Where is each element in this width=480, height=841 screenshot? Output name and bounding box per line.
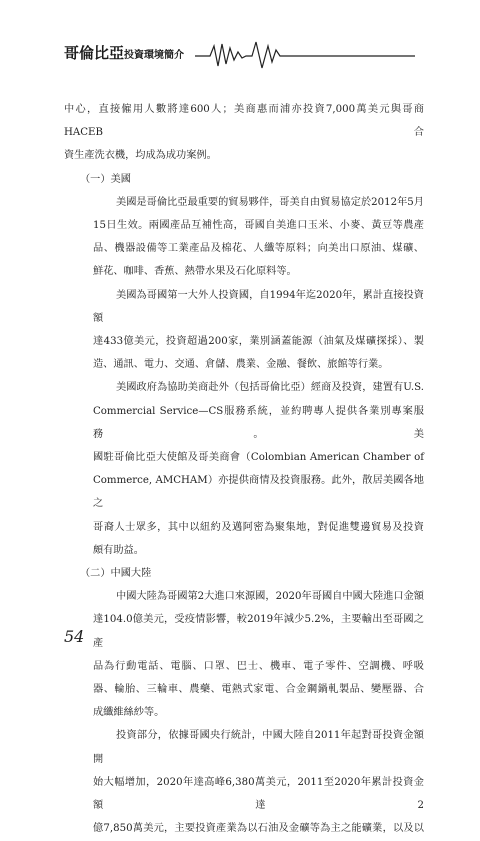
- page-number: 54: [64, 627, 85, 646]
- usa-paragraph-trade: [64, 191, 424, 284]
- usa-paragraph-investment: [64, 284, 424, 377]
- text-line: 美國政府為協助美商赴外（包括哥倫比亞）經商及投資，建置有U.S.: [116, 382, 424, 394]
- text-line: 哥裔人士眾多，其中以紐約及邁阿密為聚集地，對促進雙邊貿易及投資: [93, 521, 424, 533]
- text-line: 鮮花、咖啡、香蕉、熱帶水果及石化原料等。: [93, 266, 297, 278]
- text-line: 美國是哥倫比亞最重要的貿易夥伴，哥美自由貿易協定於2012年5月: [116, 196, 424, 208]
- text-line: 造、通訊、電力、交通、倉儲、農業、金融、餐飲、旅館等行業。: [93, 359, 389, 371]
- page-header: [0, 36, 480, 72]
- text-line: 中國大陸為哥國第2大進口來源國，2020年哥國自中國大陸進口金額: [116, 591, 424, 603]
- header-title-main: 哥倫比亞: [64, 44, 125, 62]
- text-line: 億7,850萬美元，主要投資產業為以石油及金礦等為主之能礦業，以及以: [93, 823, 424, 835]
- text-line: 品為行動電話、電腦、口罩、巴士、機車、電子零件、空調機、呼吸: [93, 660, 424, 672]
- intro-line: 資生產洗衣機，均成為成功案例。: [64, 150, 217, 162]
- text-line: 頗有助益。: [93, 544, 144, 556]
- text-line: 成纖維絲紗等。: [93, 707, 165, 719]
- document-body: [64, 98, 424, 841]
- text-line: 始大幅增加，2020年達高峰6,380萬美元，2011至2020年累計投資金額達2: [93, 776, 424, 812]
- text-line: 達104.0億美元，受疫情影響，較2019年減少5.2%，主要輸出至哥國之產: [93, 614, 424, 649]
- text-line: Commerce, AMCHAM）亦提供商情及投資服務。此外，散居美國各地之: [93, 475, 424, 510]
- section-heading-usa: （一）美國: [80, 173, 131, 185]
- text-line: 美國為哥國第一大外人投資國，自1994年迄2020年，累計直接投資額: [93, 289, 424, 324]
- china-paragraph-trade: [64, 585, 424, 724]
- section-heading-china: （二）中國大陸: [80, 568, 152, 580]
- text-line: 15日生效。兩國產品互補性高，哥國自美進口玉米、小麥、黃豆等農產: [93, 220, 424, 232]
- text-line: 器、輪胎、三輪車、農藥、電熱式家電、合金鋼鍋軋製品、變壓器、合: [93, 684, 424, 696]
- text-line: 品、機器設備等工業產品及棉花、人纖等原料；向美出口原油、煤礦、: [93, 243, 424, 255]
- text-line: 投資部分，依據哥國央行統計，中國大陸自2011年起對哥投資金額開: [93, 730, 424, 765]
- text-line: 達433億美元，投資超過200家，業別涵蓋能源（油氣及煤礦探採）、製: [93, 336, 424, 348]
- text-line: 國駐哥倫比亞大使館及哥美商會（Colombian American Chamber of: [93, 452, 424, 464]
- header-title: [64, 42, 184, 63]
- intro-line: 中心，直接僱用人數將達600人；美商惠而浦亦投資7,000萬美元與哥商HACEB合: [64, 104, 424, 139]
- usa-paragraph-services: [64, 376, 424, 562]
- header-title-sub: 投資環境簡介: [124, 50, 185, 61]
- china-paragraph-investment: [64, 724, 424, 840]
- text-line: Commercial Service—CS服務系統，並約聘專人提供各業別專案服務。美: [93, 405, 424, 440]
